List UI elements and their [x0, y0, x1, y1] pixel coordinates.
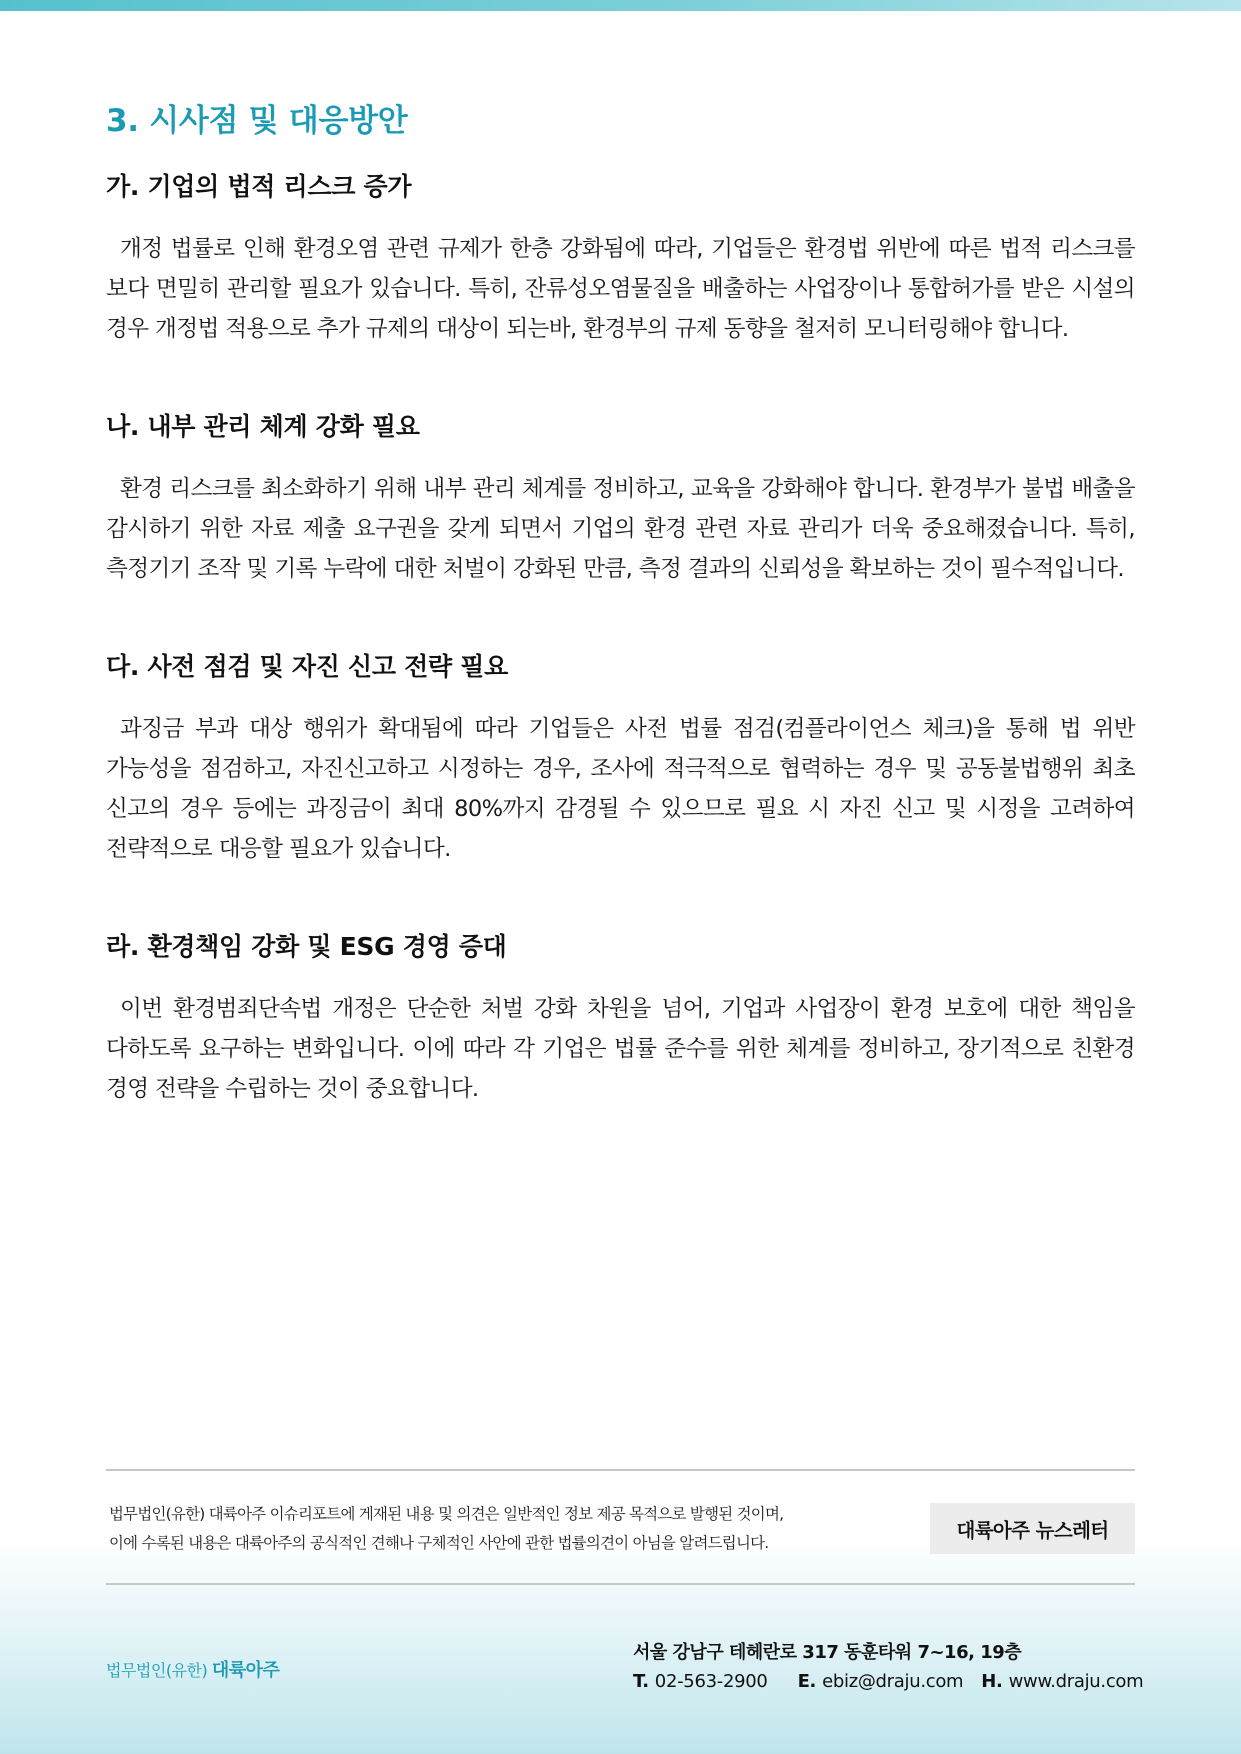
top-accent-bar	[0, 0, 1241, 11]
subsection-heading: 나. 내부 관리 체계 강화 필요	[106, 412, 420, 441]
email-label: E.	[797, 1671, 817, 1692]
firm-prefix: 법무법인(유한)	[106, 1661, 208, 1680]
firm-logo	[106, 1656, 279, 1682]
subsection-body: 환경 리스크를 최소화하기 위해 내부 관리 체계를 정비하고, 교육을 강화해야 합니다. 환경부가 불법 배출을 감시하기 위한 자료 제출 요구권을 갖게 되면서 기업의 환경 관련 자료 관리가 더욱 중요해졌습니다. 특히, 측정기기 조작 및 기록 누락에 대한 처벌이 강화된 만큼, 측정 결과의 신뢰성을 확보하는 것이 필수적입니다.	[106, 476, 1135, 582]
subsection-heading: 라. 환경책임 강화 및 ESG 경영 증대	[106, 932, 507, 961]
phone-label: T.	[633, 1671, 649, 1692]
subsection-body: 개정 법률로 인해 환경오염 관련 규제가 한층 강화됨에 따라, 기업들은 환경법 위반에 따른 법적 리스크를 보다 면밀히 관리할 필요가 있습니다. 특히, 잔류성오염물질을 배출하는 사업장이나 통합허가를 받은 시설의 경우 개정법 적용으로 추가 규제의 대상이 되는바, 환경부의 규제 동향을 철저히 모니터링해야 합니다.	[106, 236, 1135, 342]
email-group	[798, 1667, 964, 1696]
disclaimer-line: 이에 수록된 내용은 대륙아주의 공식적인 견해나 구체적인 사안에 관한 법률의견이 아님을 알려드립니다.	[109, 1534, 769, 1552]
disclaimer	[109, 1500, 809, 1558]
phone-group	[633, 1667, 768, 1696]
subsection-esg	[106, 925, 1135, 1109]
website-label: H.	[981, 1671, 1003, 1692]
section-title: 3. 시사점 및 대응방안	[106, 103, 408, 139]
disclaimer-line: 법무법인(유한) 대륙아주 이슈리포트에 게재된 내용 및 의견은 일반적인 정보 제공 목적으로 발행된 것이며,	[109, 1505, 784, 1523]
footer-divider-top	[106, 1469, 1135, 1471]
subsection-self-reporting	[106, 645, 1135, 869]
address: 서울 강남구 테헤란로 317 동훈타워 7~16, 19층	[633, 1642, 1022, 1663]
firm-name: 대륙아주	[211, 1660, 280, 1681]
phone-number: 02-563-2900	[654, 1671, 768, 1692]
contact-info	[633, 1638, 1144, 1696]
subsection-body: 과징금 부과 대상 행위가 확대됨에 따라 기업들은 사전 법률 점검(컴플라이언스 체크)을 통해 법 위반 가능성을 점검하고, 자진신고하고 시정하는 경우, 조사에 적극적으로 협력하는 경우 및 공동불법행위 최초 신고의 경우 등에는 과징금이 최대 80%까지 감경될 수 있으므로 필요 시 자진 신고 및 시정을 고려하여 전략적으로 대응할 필요가 있습니다.	[106, 716, 1135, 862]
subsection-heading: 가. 기업의 법적 리스크 증가	[106, 172, 412, 201]
subsection-heading: 다. 사전 점검 및 자진 신고 전략 필요	[106, 652, 508, 681]
main-content	[106, 92, 1135, 1109]
website-group	[981, 1667, 1143, 1696]
subsection-legal-risk	[106, 165, 1135, 349]
website-link[interactable]: www.draju.com	[1008, 1671, 1144, 1692]
footer-divider-bottom	[106, 1583, 1135, 1585]
subsection-body: 이번 환경범죄단속법 개정은 단순한 처벌 강화 차원을 넘어, 기업과 사업장이 환경 보호에 대한 책임을 다하도록 요구하는 변화입니다. 이에 따라 각 기업은 법률 준수를 위한 체계를 정비하고, 장기적으로 친환경 경영 전략을 수립하는 것이 중요합니다.	[106, 996, 1135, 1102]
newsletter-badge: 대륙아주 뉴스레터	[930, 1503, 1135, 1554]
email-link[interactable]: ebiz@draju.com	[822, 1671, 964, 1692]
contact-row	[633, 1667, 1144, 1696]
subsection-internal-management	[106, 405, 1135, 589]
